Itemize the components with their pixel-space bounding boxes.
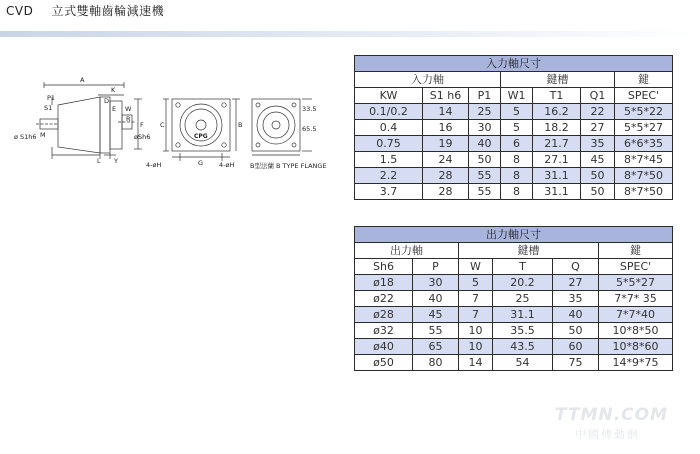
table-cell: 50 [581,168,615,184]
table-cell: 24 [423,152,469,168]
table-cell: 5*5*27 [599,275,673,291]
dimension-drawing [0,55,348,190]
table-cell: ø32 [355,323,413,339]
table-cell: 14 [423,104,469,120]
output-group-shaft: 出力軸 [355,243,459,259]
table-cell: 40 [469,136,501,152]
output-col-sh6: Sh6 [355,259,413,275]
flange-type-label: B型法蘭 B TYPE FLANGE [250,162,327,170]
input-col-s1h6: S1 h6 [423,88,469,104]
dim-label-r: R [126,115,131,123]
dim-label-g: G [198,159,204,167]
table-cell: ø40 [355,339,413,355]
table-cell: 0.75 [355,136,423,152]
table-cell: 2.2 [355,168,423,184]
table-row [355,184,673,200]
table-cell: 1.5 [355,152,423,168]
dim-label-c: C [160,121,165,129]
table-cell: 30 [413,275,459,291]
input-col-q1: Q1 [581,88,615,104]
table-cell: 5*5*22 [615,104,673,120]
input-col-w1: W1 [501,88,533,104]
dim-label-m: M [40,131,46,139]
input-col-p1: P1 [469,88,501,104]
table-cell: 27 [553,275,599,291]
table-cell: 55 [413,323,459,339]
table-row [355,275,673,291]
title-divider [0,31,700,37]
output-col-spec: SPEC' [599,259,673,275]
table-cell: 31.1 [493,307,553,323]
table-cell: 7*7*40 [599,307,673,323]
product-name: 立式雙軸齒輪減速機 [51,4,165,18]
table-cell: ø22 [355,291,413,307]
dim-label-4-phi-h: 4-øH [146,161,162,169]
output-col-t: T [493,259,553,275]
table-cell: 6*6*35 [615,136,673,152]
table-cell: 65 [413,339,459,355]
table-cell: 8*7*50 [615,168,673,184]
table-cell: ø50 [355,355,413,371]
table-cell: 8*7*45 [615,152,673,168]
input-col-spec: SPEC' [615,88,673,104]
table-cell: 54 [493,355,553,371]
table-cell: 10*8*50 [599,323,673,339]
output-col-p: P [413,259,459,275]
table-cell: 8 [501,168,533,184]
table-row [355,120,673,136]
table-cell: 5 [501,104,533,120]
table-cell: 7*7* 35 [599,291,673,307]
table-cell: 0.1/0.2 [355,104,423,120]
dim-label-d: D [104,97,110,105]
dim-label-33-5: 33.5 [302,105,317,113]
dim-label-f: F [140,121,144,129]
table-row [355,339,673,355]
table-cell: 22 [581,104,615,120]
dim-label-4-phi-h-2: 4-øH [219,161,235,169]
table-row [355,104,673,120]
input-table-caption: 入力軸尺寸 [355,56,673,72]
dim-label-b: B [238,121,243,129]
table-cell: 35 [553,291,599,307]
table-cell: 30 [469,120,501,136]
table-cell: 25 [469,104,501,120]
table-cell: 27 [581,120,615,136]
dim-label-a: A [80,76,85,84]
table-cell: 10 [459,323,493,339]
table-cell: 6 [501,136,533,152]
table-row [355,323,673,339]
table-cell: 18.2 [533,120,581,136]
watermark-subtext: 中國傳動網 [575,428,640,441]
table-cell: 5*5*27 [615,120,673,136]
table-cell: 8 [501,152,533,168]
table-cell: 28 [423,168,469,184]
output-group-key: 鍵 [599,243,673,259]
table-cell: 16 [423,120,469,136]
table-cell: 31.1 [533,184,581,200]
table-cell: 50 [581,184,615,200]
table-cell: ø18 [355,275,413,291]
input-group-shaft: 入力軸 [355,72,501,88]
table-row [355,152,673,168]
input-group-key: 鍵 [615,72,673,88]
table-cell: 20.2 [493,275,553,291]
table-row [355,291,673,307]
table-cell: 35 [581,136,615,152]
table-cell: 80 [413,355,459,371]
table-cell: 16.2 [533,104,581,120]
table-cell: 14*9*75 [599,355,673,371]
dim-label-phi-s1h6: ø S1h6 [14,133,37,141]
input-col-t1: T1 [533,88,581,104]
output-shaft-table [354,226,673,371]
table-cell: 3.7 [355,184,423,200]
logo-label: CPG [194,133,208,140]
table-cell: 5 [501,120,533,136]
table-cell: 43.5 [493,339,553,355]
page-title [6,2,164,19]
dim-label-s1: S1 [44,104,53,112]
table-cell: 27.1 [533,152,581,168]
watermark-text: TTMN.COM [555,405,669,425]
table-row [355,168,673,184]
front-view [163,99,243,161]
table-cell: 10 [459,339,493,355]
table-cell: 8 [501,184,533,200]
table-cell: 45 [581,152,615,168]
table-cell: 60 [553,339,599,355]
dim-label-phi-sh6: øSh6 [134,133,151,141]
table-cell: 10*8*60 [599,339,673,355]
table-cell: ø28 [355,307,413,323]
table-cell: 8*7*50 [615,184,673,200]
table-row [355,307,673,323]
dim-label-k: K [111,86,116,94]
input-group-keyway: 鍵槽 [501,72,615,88]
table-cell: 5 [459,275,493,291]
table-cell: 55 [469,184,501,200]
output-group-keyway: 鍵槽 [459,243,599,259]
dim-label-w: W [125,105,132,113]
output-table-caption: 出力軸尺寸 [355,227,673,243]
table-cell: 19 [423,136,469,152]
dim-label-l: L [97,157,101,165]
table-cell: 31.1 [533,168,581,184]
table-cell: 35.5 [493,323,553,339]
table-cell: 21.7 [533,136,581,152]
table-cell: 0.4 [355,120,423,136]
table-cell: 7 [459,307,493,323]
model-code: CVD [6,4,34,18]
table-cell: 28 [423,184,469,200]
table-cell: 75 [553,355,599,371]
table-cell: 40 [413,291,459,307]
table-cell: 14 [459,355,493,371]
table-row [355,355,673,371]
table-cell: 50 [469,152,501,168]
table-cell: 7 [459,291,493,307]
dim-label-y: Y [114,157,118,165]
dim-label-p1: P1 [47,94,56,102]
input-shaft-table [354,55,673,200]
input-col-kw: KW [355,88,423,104]
table-cell: 25 [493,291,553,307]
table-cell: 55 [469,168,501,184]
output-col-q: Q [553,259,599,275]
table-cell: 45 [413,307,459,323]
table-row [355,136,673,152]
output-col-w: W [459,259,493,275]
table-cell: 50 [553,323,599,339]
dim-label-e: E [112,105,117,113]
dim-label-65-5: 65.5 [302,125,317,133]
table-cell: 40 [553,307,599,323]
